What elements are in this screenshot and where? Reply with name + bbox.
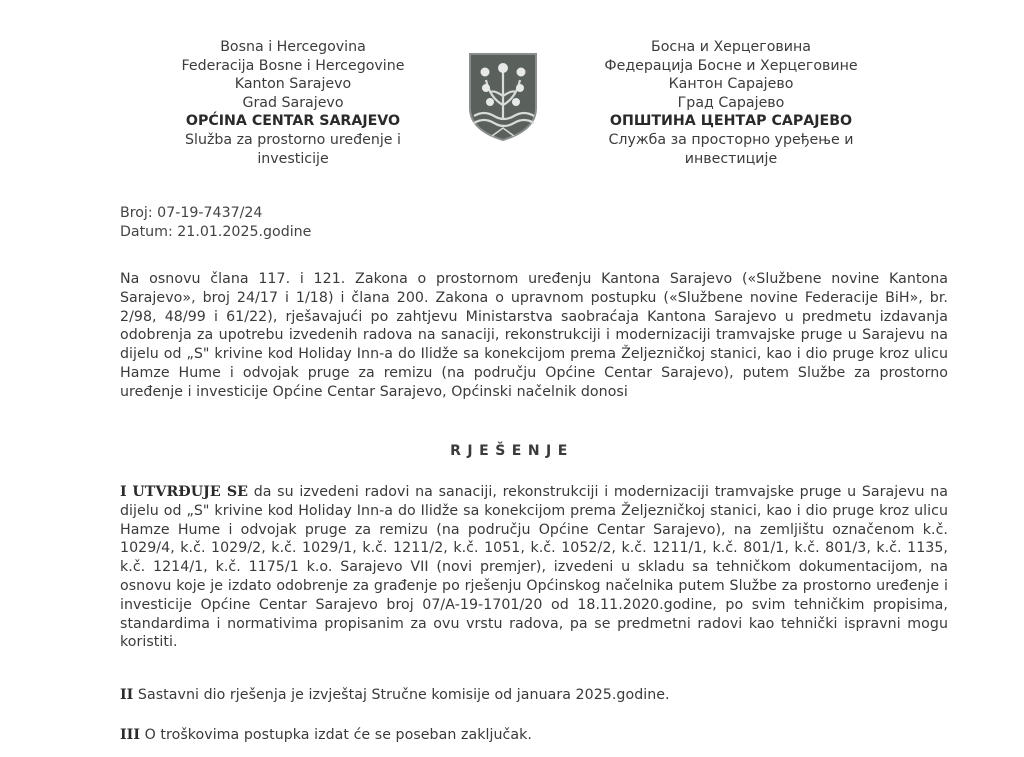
document-number: Broj: 07-19-7437/24 — [120, 205, 263, 221]
institution-name: OPĆINA CENTAR SARAJEVO — [185, 113, 401, 130]
department-line: Služba za prostorno uređenje i — [185, 131, 401, 148]
letterhead-cyrillic — [566, 38, 896, 168]
decision-section-1 — [120, 483, 948, 652]
decision-title: RJEŠENJE — [450, 443, 574, 459]
document-reference — [120, 204, 311, 242]
section-numeral: II — [120, 687, 134, 703]
section-lead: UTVRĐUJE SE — [132, 484, 249, 500]
decision-section-2 — [120, 686, 948, 705]
section-text: da su izvedeni radovi na sanaciji, rekonstrukciji i modernizaciji tramvajske pruge u Sarajevu na dijelu od „S" krivine kod Holiday Inn-a do Ilidže sa konekcijom prema Željezničkoj stanici, kao i dio pruge kroz ulicu Hamze Hume i odvojak pruge za remizu (na području Općine Centar Sarajevo), na zemljištu označenom k.č. 1029/4, k.č. 1029/2, k.č. 1029/1, k.č. 1211/2, k.č. 1051, k.č. 1052/2, k.č. 1211/1, k.č. 801/1, k.č. 801/3, k.č. 1135, k.č. 1214/1, k.č. 1175/1 k.o. Sarajevo VII (novi premjer), izvedeni u skladu sa tehničkom dokumentacijom, na osnovu koje je izdato odobrenje za građenje po rješenju Općinskog načelnika putem Službe za prostorno uređenje i investicije Općine Centar Sarajevo broj 07/A-19-1701/20 od 18.11.2020.godine, po svim tehničkim propisima, standardima i normativima propisanim za ovu vrstu radova, pa se predmetni radovi kao tehnički ispravni mogu koristiti. — [120, 484, 948, 651]
city-line-cyrillic: Град Сарајево — [677, 94, 785, 111]
country-line-cyrillic: Босна и Херцеговина — [651, 39, 811, 55]
department-line-cyrillic: Служба за просторно уређење и — [608, 131, 854, 148]
city-line: Grad Sarajevo — [242, 94, 344, 111]
section-text: Sastavni dio rješenja je izvještaj Stručne komisije od januara 2025.godine. — [133, 687, 670, 703]
section-text: O troškovima postupka izdat će se poseban zaključak. — [140, 727, 532, 743]
federation-line-cyrillic: Федерација Босне и Херцеговине — [604, 57, 858, 74]
decision-section-3 — [120, 726, 948, 745]
coat-of-arms-icon — [466, 50, 540, 142]
preamble-paragraph: Na osnovu člana 117. i 121. Zakona o prostornom uređenju Kantona Sarajevo («Službene novine Kantona Sarajevo», broj 24/17 i 1/18) i člana 200. Zakona o upravnom postupku («Službene novine Federacije BiH», br. 2/98, 48/99 i 61/22), rješavajući po zahtjevu Ministarstva saobraćaja Kantona Sarajevo u predmetu izdavanja odobrenja za upotrebu izvedenih radova na sanaciji, rekonstrukciji i modernizaciji tramvajske pruge u Sarajevu na dijelu od „S" krivine kod Holiday Inn-a do Ilidže sa konekcijom prema Željezničkoj stanici, kao i dio pruge kroz ulicu Hamze Hume i odvojak pruge za remizu (na području Općine Centar Sarajevo), putem Službe za prostorno uređenje i investicije Općine Centar Sarajevo, Općinski načelnik donosi — [120, 271, 948, 400]
institution-name-cyrillic: ОПШТИНА ЦЕНТАР САРАЈЕВО — [609, 113, 853, 130]
department-line-2-cyrillic: инвестиције — [684, 150, 778, 167]
department-line-2: investicije — [257, 150, 329, 167]
country-line: Bosna i Hercegovina — [220, 39, 366, 55]
letterhead-latin — [128, 38, 458, 168]
canton-line: Kanton Sarajevo — [234, 76, 352, 93]
section-numeral: III — [120, 727, 141, 743]
canton-line-cyrillic: Кантон Сарајево — [668, 76, 794, 93]
letterhead — [0, 38, 1024, 188]
section-numeral: I — [120, 484, 127, 500]
federation-line: Federacija Bosne i Hercegovine — [181, 57, 405, 74]
document-date: Datum: 21.01.2025.godine — [120, 223, 312, 240]
